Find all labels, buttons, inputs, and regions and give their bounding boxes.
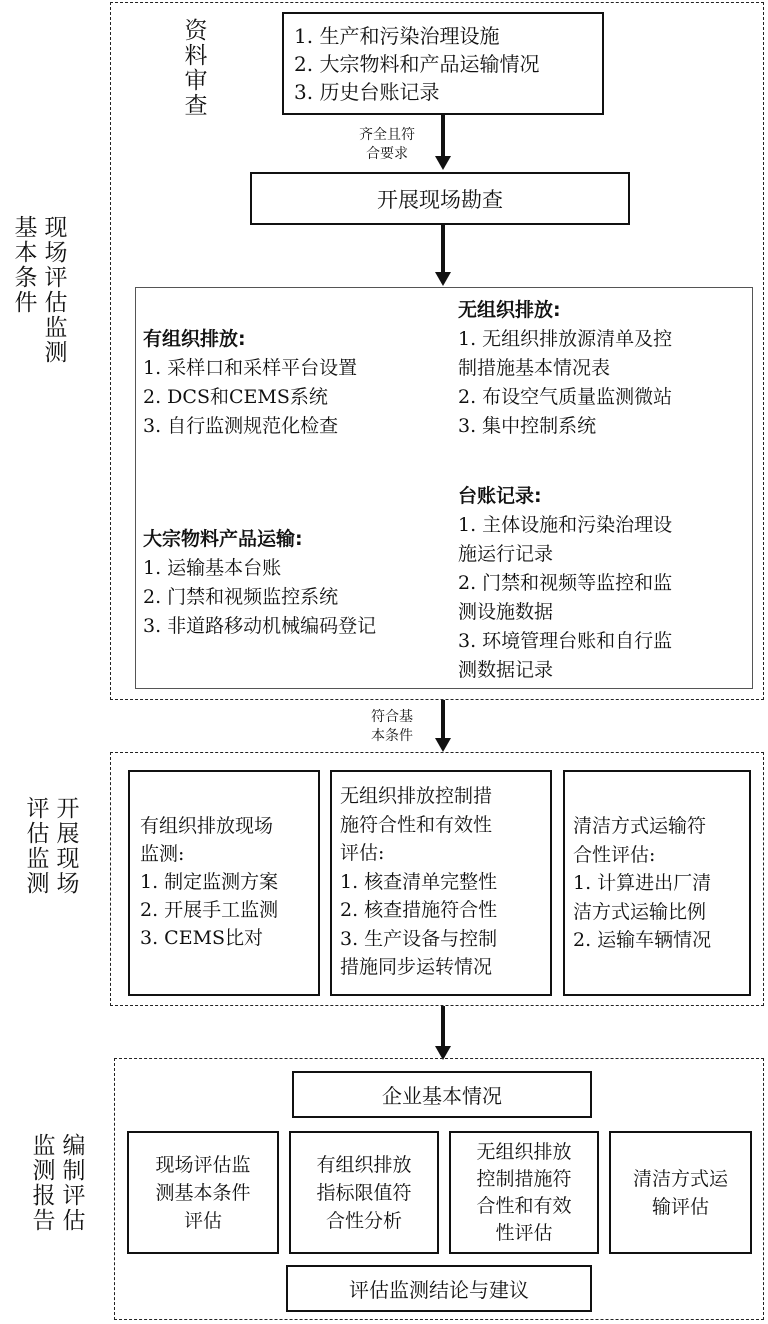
bulk-item: 2. 门禁和视频监控系统 [143,586,339,608]
box-line: 性评估 [495,1221,553,1244]
section3-side-label-col2: 监测报告 [28,1133,55,1233]
unorganized-title: 无组织排放: [458,299,561,321]
materials-item: 3. 历史台账记录 [294,80,440,104]
report-box-clean-transport [609,1131,752,1254]
organized-item: 2. DCS和CEMS系统 [143,386,328,408]
box-line: 评估: [340,842,385,864]
site-survey-box: 开展现场勘查 [250,172,630,225]
bulk-item: 3. 非道路移动机械编码登记 [143,615,377,637]
box-line: 监测: [140,843,185,865]
arrow-shaft [441,1006,445,1048]
section1-side-label-col1: 现场评估监测 [40,215,67,365]
box-line: 1. 核查清单完整性 [340,870,498,893]
section3-side-label-col1: 编制评估 [58,1133,85,1233]
organized-monitoring-box [128,770,320,996]
condition-label-2 [352,708,432,746]
box-line: 1. 制定监测方案 [140,871,279,893]
box-line: 控制措施符 [476,1167,572,1190]
materials-item: 2. 大宗物料和产品运输情况 [294,52,540,76]
condition-text: 符合基 [371,709,413,725]
box-line: 测基本条件 [155,1181,251,1204]
condition-text: 本条件 [371,728,413,744]
box-line: 1. 计算进出厂清 [573,872,712,894]
condition-text: 齐全且符 [359,127,415,143]
condition-label [345,126,429,164]
report-box-basic-conditions [127,1131,279,1254]
box-line: 3. 生产设备与控制 [340,927,498,950]
conclusion-box: 评估监测结论与建议 [286,1265,592,1312]
box-line: 输评估 [651,1195,709,1218]
box-line: 合性分析 [325,1209,402,1232]
ledger-item: 3. 环境管理台账和自行监 [458,630,673,652]
section2-side-label-col2: 评估监测 [22,796,49,896]
materials-item: 1. 生产和污染治理设施 [294,24,500,48]
ledger-item: 2. 门禁和视频等监控和监 [458,572,673,594]
box-line: 有组织排放 [316,1153,412,1176]
ledger-block [458,482,672,685]
box-line: 3. CEMS比对 [140,927,264,949]
arrow-shaft [441,700,445,740]
organized-item: 1. 采样口和采样平台设置 [143,357,358,379]
box-line: 评估 [183,1209,222,1232]
box-line: 2. 运输车辆情况 [573,929,712,951]
materials-box [282,12,604,115]
unorganized-item: 1. 无组织排放源清单及控 [458,328,673,350]
arrow-shaft [441,115,445,158]
report-box-organized [289,1131,439,1254]
arrow-head [435,156,451,170]
condition-text: 合要求 [366,146,408,162]
box-line: 清洁方式运输符 [573,815,707,837]
box-line: 无组织排放控制措 [340,785,493,807]
report-box-unorganized [449,1131,599,1254]
enterprise-info-box: 企业基本情况 [292,1071,592,1118]
box-line: 2. 核查措施符合性 [340,899,498,921]
box-line: 洁方式运输比例 [573,900,707,923]
bulk-title: 大宗物料产品运输: [143,528,303,550]
section2-side-label-col1: 开展现场 [52,796,79,896]
clean-transport-box [563,770,751,996]
box-line: 施符合性和有效性 [340,813,493,836]
box-line: 合性和有效 [476,1194,572,1217]
organized-title: 有组织排放: [143,328,246,350]
organized-item: 3. 自行监测规范化检查 [143,415,339,437]
organized-emission-block [143,325,357,441]
unorganized-item: 3. 集中控制系统 [458,415,597,437]
arrow-head [435,272,451,286]
box-line: 指标限值符 [316,1181,412,1204]
box-line: 合性评估: [573,843,656,866]
box-line: 现场评估监 [155,1153,251,1176]
review-label: 资料审查 [180,18,207,118]
box-line: 无组织排放 [476,1140,572,1163]
section1-side-label-col2: 基本条件 [10,215,37,315]
box-line: 措施同步运转情况 [340,956,493,978]
arrow-head [435,738,451,752]
ledger-title: 台账记录: [458,485,542,507]
ledger-item: 施运行记录 [458,543,554,565]
unorganized-emission-block [458,296,672,441]
box-line: 2. 开展手工监测 [140,899,279,921]
unorganized-item: 制措施基本情况表 [458,357,611,379]
arrow-shaft [441,225,445,274]
ledger-item: 测设施数据 [458,601,554,623]
box-line: 有组织排放现场 [140,815,274,837]
ledger-item: 1. 主体设施和污染治理设 [458,514,673,536]
bulk-transport-block [143,525,376,641]
unorganized-item: 2. 布设空气质量监测微站 [458,386,673,408]
bulk-item: 1. 运输基本台账 [143,557,282,579]
box-line: 清洁方式运 [632,1167,728,1190]
ledger-item: 测数据记录 [458,659,554,681]
unorganized-assessment-box [330,770,552,996]
